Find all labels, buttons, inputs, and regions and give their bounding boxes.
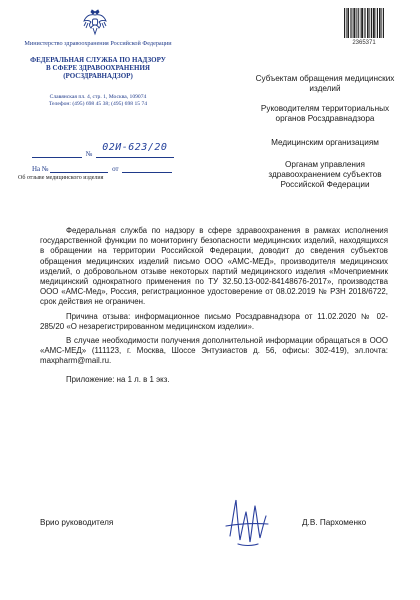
- addressee-3: Медицинским организациям: [271, 138, 379, 147]
- coat-of-arms-emblem-icon: [82, 8, 108, 36]
- service-line: В СФЕРЕ ЗДРАВООХРАНЕНИЯ: [46, 64, 150, 72]
- barcode-icon: [344, 8, 384, 38]
- street-address: Славянская пл. 4, стр. 1, Москва, 109074: [49, 94, 147, 100]
- outgoing-number-row: [32, 142, 174, 158]
- from-label: от: [112, 165, 119, 173]
- number-line: [96, 142, 174, 158]
- addressee-2: Руководителям территориальных органов Росздравнадзора: [260, 104, 390, 123]
- reference-line: [50, 163, 108, 173]
- body-paragraph-reason: Причина отзыва: информационное письмо Росздравнадзора от 11.02.2020 № 02-285/20 «О незарегистрированном медицинском изделии».: [40, 311, 388, 331]
- addressee-4: Органам управления здравоохранением субъектов Российской Федерации: [268, 160, 382, 189]
- body-paragraph-contact: В случае необходимости получения дополнительной информации обращаться в ООО «АМС-МЕД» (111123, г. Москва, Шоссе Энтузиастов д. 56, офисы: 302-419), эл.почта: maxpharm@mail.ru.: [40, 336, 388, 366]
- barcode-number: 2365371: [352, 40, 376, 46]
- body-paragraph-attachment: Приложение: на 1 л. в 1 экз.: [66, 374, 170, 384]
- handwritten-signature-icon: [218, 496, 278, 548]
- ministry-name: Министерство здравоохранения Российской Федерации: [24, 40, 172, 47]
- body-paragraph-main: Федеральная служба по надзору в сфере здравоохранения в рамках исполнения государственной функции по мониторингу безопасности медицинских изделий, находящихся в обращении на территории Российской Федерации, доводит до сведения субъектов обращения медицинских изделий письмо ООО «АМС-МЕД», производителя медицинских изделий, о добровольном отзыве некоторых партий медицинского изделия «Мочеприемник медицинский однократного применения по ТУ 32.50.13-002-84148676-2017», производства ООО «АМС-Мед», Россия, регистрационное удостоверение от 08.02.2019 № РЗН 2018/6722, срок действия не ограничен.: [40, 226, 388, 307]
- signatory-position: Врио руководителя: [40, 518, 114, 527]
- sender-address: [20, 94, 176, 108]
- subject-line: Об отзыве медицинского изделия: [18, 175, 104, 181]
- date-blank-line: [32, 148, 82, 158]
- phone-numbers: Телефон: (495) 698 45 38; (495) 698 15 74: [48, 101, 148, 108]
- service-line: (РОСЗДРАВНАДЗОР): [63, 72, 133, 80]
- reference-row: [32, 163, 172, 173]
- letter-body: [40, 226, 388, 385]
- number-sign: №: [85, 150, 93, 158]
- service-name: [20, 56, 176, 80]
- service-line: ФЕДЕРАЛЬНАЯ СЛУЖБА ПО НАДЗОРУ: [30, 56, 166, 64]
- handwritten-number: 02И-623/20: [102, 142, 168, 153]
- addressee-1: Субъектам обращения медицинских изделий: [255, 74, 395, 93]
- signatory-name: Д.В. Пархоменко: [302, 518, 367, 527]
- from-line: [122, 163, 172, 173]
- reference-label: На №: [32, 165, 49, 173]
